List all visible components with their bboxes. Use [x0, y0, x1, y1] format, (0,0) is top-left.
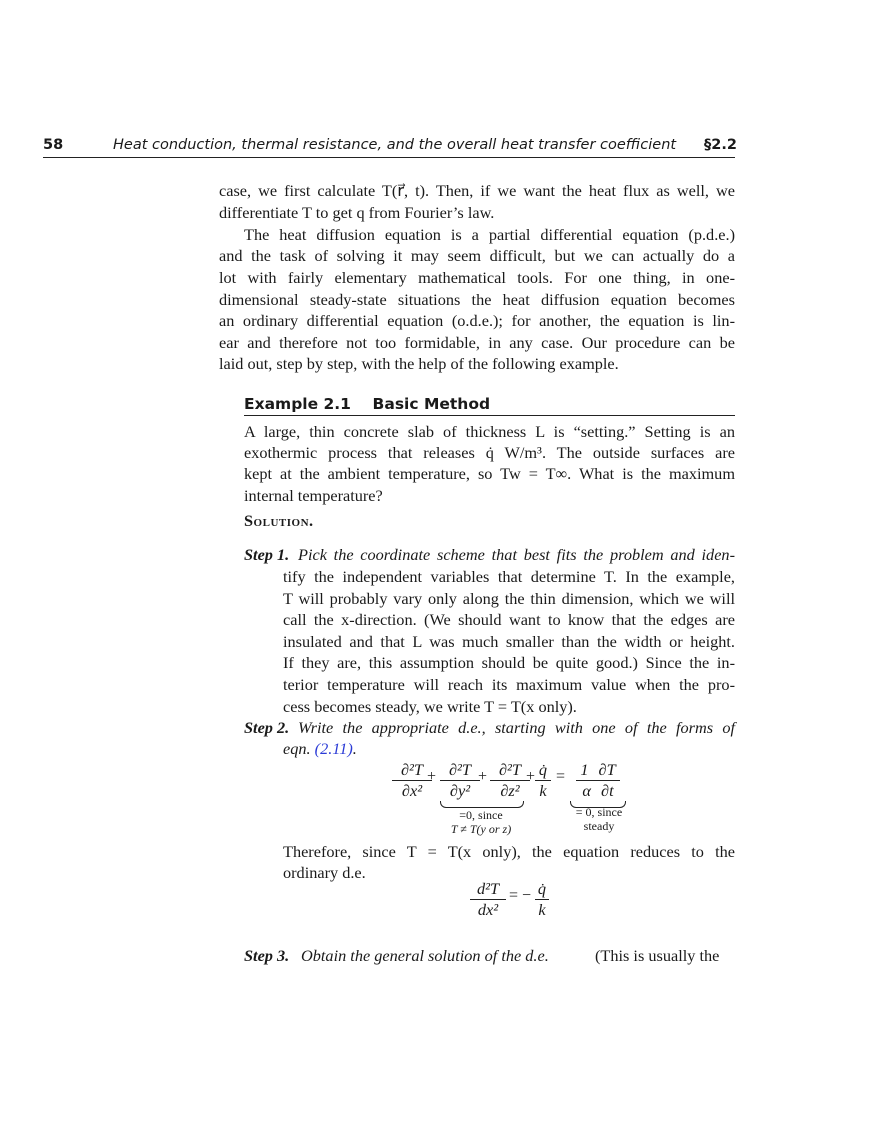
- text: eqn.: [283, 739, 315, 758]
- note-line: steady: [583, 819, 615, 833]
- numerator: ∂²T: [392, 760, 432, 781]
- text-line: differentiate T to get q from Fourier’s law.: [219, 203, 495, 222]
- denominator: ∂x²: [401, 781, 423, 800]
- text-line: an ordinary differential equation (o.d.e.); for another, the equation is lin-: [219, 311, 735, 330]
- denominator: k: [539, 781, 547, 800]
- header-rule: [43, 157, 735, 158]
- note-line: = 0, since: [575, 805, 623, 819]
- text-line: exothermic process that releases q̇ W/m³. The outside surfaces are: [244, 443, 735, 462]
- text-line: The heat diffusion equation is a partial differential equation (p.d.e.): [244, 225, 735, 244]
- brace-note: [562, 805, 636, 833]
- text-line: dimensional steady-state situations the heat diffusion equation becomes: [219, 290, 735, 309]
- text-line: T will probably vary only along the thin dimension, which we will: [283, 589, 735, 608]
- operator: +: [427, 768, 437, 785]
- fraction: [440, 760, 480, 801]
- text-line: and the task of solving it may seem difficult, but we can actually do a: [219, 246, 735, 265]
- text-line: Pick the coordinate scheme that best fits the problem and iden-: [298, 545, 735, 564]
- numerator: ∂²T: [490, 760, 530, 781]
- step-label: Step 1.: [244, 545, 290, 564]
- numerator: ∂²T: [440, 760, 480, 781]
- text-line: (This is usually the: [595, 946, 720, 965]
- text-line: If they are, this assumption should be quite good.) Since the in-: [283, 653, 735, 672]
- solution-heading: Solution.: [244, 511, 314, 530]
- note-line: T ≠ T(y or z): [450, 822, 512, 836]
- denominator: dx²: [477, 900, 499, 919]
- text: .: [352, 739, 357, 758]
- operator: +: [526, 768, 536, 785]
- step-label: Step 2.: [244, 718, 290, 737]
- text-line: lot with fairly elementary mathematical tools. For one thing, in one-: [219, 268, 735, 287]
- text-line: Obtain the general solution of the d.e.: [301, 946, 549, 965]
- text-line: tify the independent variables that determine T. In the example,: [283, 567, 735, 586]
- equation-link[interactable]: (2.11): [314, 739, 353, 758]
- denominator: α ∂t: [582, 781, 614, 800]
- fraction: [535, 760, 551, 801]
- running-title: Heat conduction, thermal resistance, and the overall heat transfer coefficient: [113, 137, 677, 153]
- numerator: q̇: [535, 879, 549, 900]
- numerator: q̇: [535, 760, 551, 781]
- text-line: A large, thin concrete slab of thickness L is “setting.” Setting is an: [244, 422, 735, 441]
- text-line: ear and therefore not too formidable, in any case. Our procedure can be: [219, 333, 735, 352]
- text-line: [283, 739, 735, 759]
- fraction: [490, 760, 530, 801]
- underbrace: [440, 801, 524, 808]
- section-number: §2.2: [704, 137, 737, 153]
- text-line: internal temperature?: [244, 486, 383, 505]
- text-line: kept at the ambient temperature, so Tw = T∞. What is the maximum: [244, 464, 735, 483]
- page-number: 58: [43, 137, 64, 153]
- text-line: ordinary d.e.: [283, 863, 366, 882]
- fraction: [470, 879, 506, 920]
- text-line: Write the appropriate d.e., starting with one of the forms of: [298, 718, 735, 737]
- operator: = −: [509, 887, 532, 904]
- fraction: [535, 879, 549, 920]
- numerator: d²T: [470, 879, 506, 900]
- text-line: terior temperature will reach its maximum value when the pro-: [283, 675, 735, 694]
- operator: +: [478, 768, 488, 785]
- fraction: [392, 760, 432, 801]
- text-line: laid out, step by step, with the help of the following example.: [219, 354, 619, 373]
- denominator: k: [538, 900, 546, 919]
- denominator: ∂z²: [500, 781, 520, 800]
- example-title: Example 2.1 Basic Method: [244, 395, 491, 413]
- text-line: cess becomes steady, we write T = T(x only).: [283, 697, 577, 716]
- brace-note: [431, 808, 531, 836]
- text-line: case, we first calculate T(r⃗, t). Then, if we want the heat flux as well, we: [219, 181, 735, 200]
- fraction: [576, 760, 620, 801]
- note-line: =0, since: [459, 808, 503, 822]
- text-line: insulated and that L was much smaller than the width or height.: [283, 632, 735, 651]
- denominator: ∂y²: [449, 781, 471, 800]
- operator: =: [556, 768, 566, 785]
- text-line: call the x-direction. (We should want to know that the edges are: [283, 610, 735, 629]
- example-rule: [244, 415, 735, 416]
- text-line: Therefore, since T = T(x only), the equation reduces to the: [283, 842, 735, 861]
- numerator: 1 ∂T: [576, 760, 620, 781]
- step-label: Step 3.: [244, 946, 290, 965]
